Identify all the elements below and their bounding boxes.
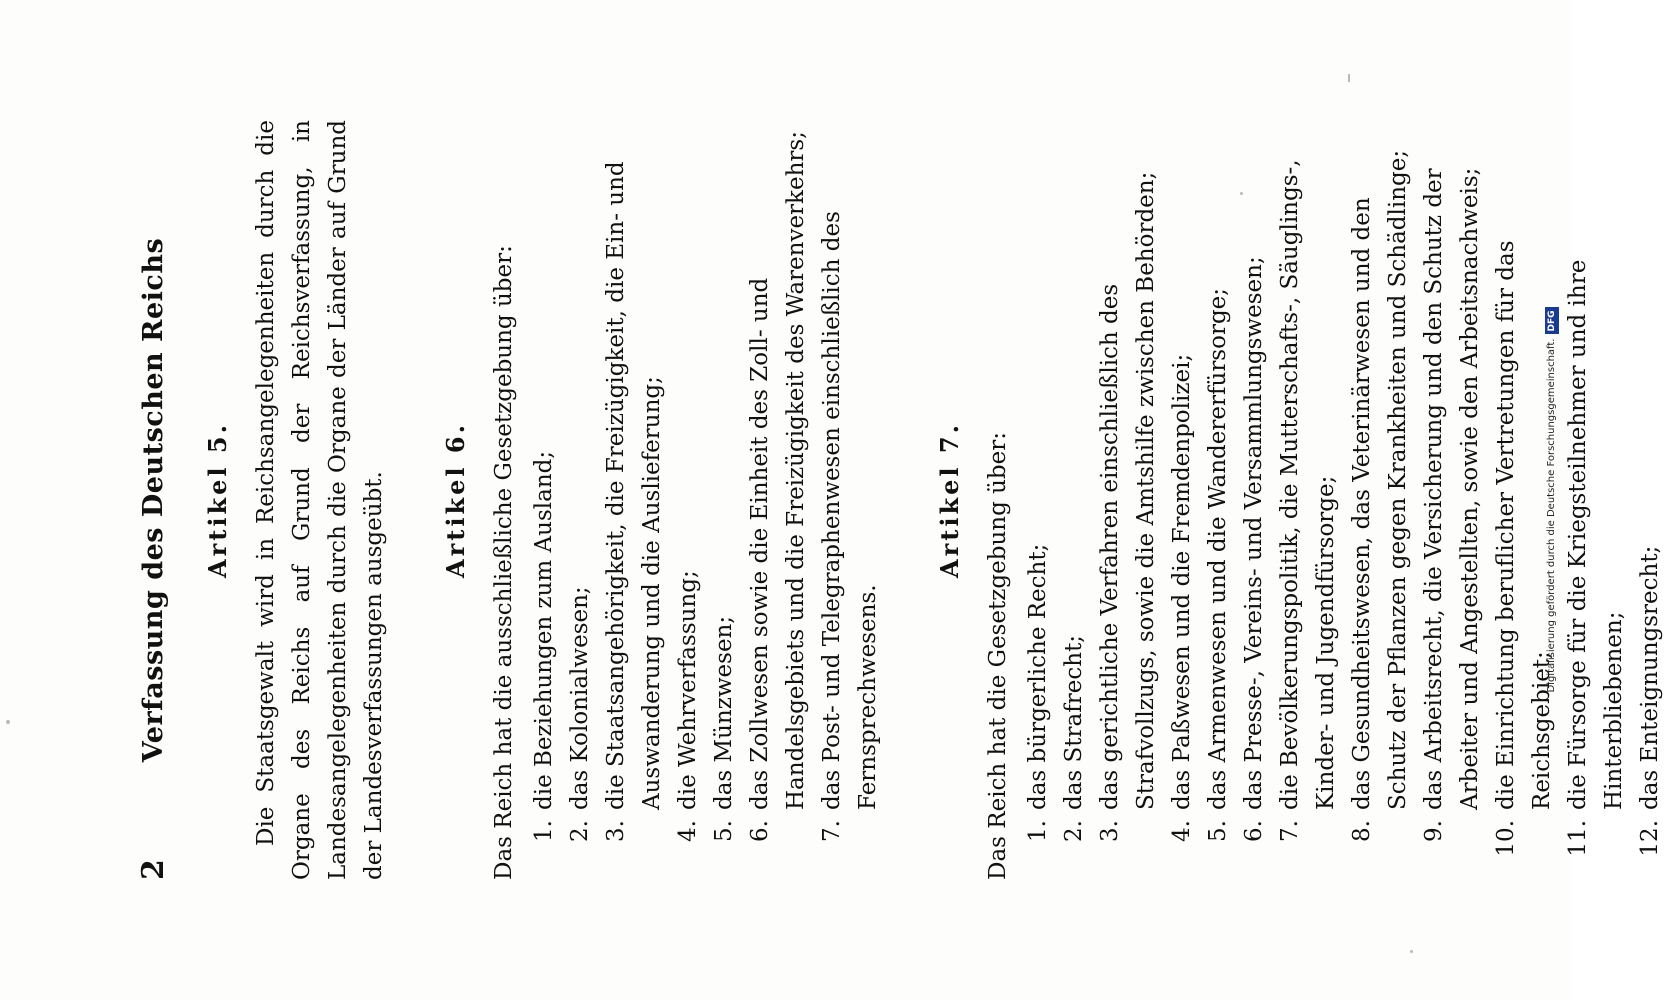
list-item (1020, 120, 1056, 880)
item-number: 1. (1025, 820, 1051, 842)
article-6-heading: Artikel 6. (441, 422, 470, 578)
item-text: das Gesundheitswesen, das Veterinärwesen und den Schutz der Pflanzen gegen Krankheiten und Schädlinge; (1349, 149, 1411, 810)
list-item (1092, 120, 1164, 880)
item-number: 10. (1493, 820, 1519, 857)
section-gap (392, 120, 430, 880)
scan-speck (1348, 74, 1350, 82)
list-item (1200, 120, 1236, 880)
item-number: 3. (1097, 820, 1123, 842)
item-text: das Zollwesen sowie die Einheit des Zoll- und Handelsgebiets und die Freizügigkeit des Warenverkehrs; (747, 131, 809, 810)
item-text: die Bevölkerungspolitik, die Mutterschafts-, Säuglings-, Kinder- und Jugendfürsorge; (1277, 159, 1339, 810)
article-5-heading: Artikel 5. (203, 422, 232, 578)
item-number: 6. (747, 820, 773, 842)
page-number: 2 (136, 859, 171, 880)
item-text: das Kolonialwesen; (567, 586, 593, 810)
digitization-credit (1544, 120, 1560, 880)
item-text: das gerichtliche Verfahren einschließlich des Strafvollzugs, sowie die Amtshilfe zwischen Behörden; (1097, 171, 1159, 810)
item-text: das Strafrecht; (1061, 634, 1087, 810)
article-5-text: Die Staatsgewalt wird in Reichsangelegenheiten durch die Organe des Reichs auf Grund der Reichsverfassung, in Landesangelegenheiten durch die Organe der Länder auf Grund der Landesverfassungen ausgeübt. (253, 120, 387, 880)
scan-speck (6, 720, 10, 724)
item-number: 8. (1349, 820, 1375, 842)
list-item (526, 120, 562, 880)
item-text: das Münzwesen; (711, 615, 737, 810)
item-text: die Einrichtung beruflicher Vertretungen für das Reichsgebiet; (1493, 240, 1555, 810)
item-text: das Presse-, Vereins- und Versammlungswesen; (1241, 256, 1267, 810)
item-number: 9. (1421, 820, 1447, 842)
article-6-intro: Das Reich hat die ausschließliche Gesetzgebung über: (491, 245, 517, 880)
page-header (134, 120, 174, 880)
digitization-credit-text: Digitalisierung gefördert durch die Deutsche Forschungsgemeinschaft. (1546, 338, 1557, 693)
list-item (1344, 120, 1416, 880)
item-text: die Wehrverfassung; (675, 570, 701, 810)
running-head: Verfassung des Deutschen Reichs (138, 237, 169, 763)
list-item (1632, 120, 1668, 880)
item-number: 5. (1205, 820, 1231, 842)
item-number: 1. (531, 820, 557, 842)
dfg-logo: DFG (1545, 307, 1559, 334)
list-item (814, 120, 886, 880)
article-6-list (526, 120, 886, 880)
item-number: 2. (567, 820, 593, 842)
article-7-heading: Artikel 7. (935, 422, 964, 578)
list-item (562, 120, 598, 880)
item-text: das Paßwesen und die Fremdenpolizei; (1169, 353, 1195, 810)
list-item (1416, 120, 1488, 880)
item-number: 3. (603, 820, 629, 842)
item-number: 7. (1277, 820, 1303, 842)
item-text: das Armenwesen und die Wandererfürsorge; (1205, 287, 1231, 810)
scan-speck (1410, 950, 1413, 953)
item-text: die Fürsorge für die Kriegsteilnehmer und ihre Hinterbliebenen; (1565, 259, 1627, 810)
item-text: das Post- und Telegraphenwesen einschließlich des Fernsprechwesens. (819, 211, 881, 810)
item-text: das bürgerliche Recht; (1025, 543, 1051, 810)
list-item (1056, 120, 1092, 880)
item-number: 4. (1169, 820, 1195, 842)
list-item (742, 120, 814, 880)
item-number: 6. (1241, 820, 1267, 842)
item-number: 4. (675, 820, 701, 842)
item-number: 11. (1565, 820, 1591, 857)
list-item (1164, 120, 1200, 880)
item-text: das Arbeitsrecht, die Versicherung und den Schutz der Arbeiter und Angestellten, sowie den Arbeitsnachweis; (1421, 167, 1483, 810)
item-number: 2. (1061, 820, 1087, 842)
article-7-list (1020, 120, 1668, 880)
item-text: das Enteignungsrecht; (1637, 545, 1663, 810)
item-text: die Beziehungen zum Ausland; (531, 450, 557, 810)
list-item (1272, 120, 1344, 880)
item-number: 12. (1637, 820, 1663, 857)
list-item (1560, 120, 1632, 880)
list-item (598, 120, 670, 880)
list-item (1236, 120, 1272, 880)
list-item (706, 120, 742, 880)
section-gap (886, 120, 924, 880)
list-item (670, 120, 706, 880)
item-number: 5. (711, 820, 737, 842)
item-text: die Staatsangehörigkeit, die Freizügigkeit, die Ein- und Auswanderung und die Auslieferung; (603, 161, 665, 810)
item-number: 7. (819, 820, 845, 842)
article-7-intro: Das Reich hat die Gesetzgebung über: (985, 431, 1011, 880)
